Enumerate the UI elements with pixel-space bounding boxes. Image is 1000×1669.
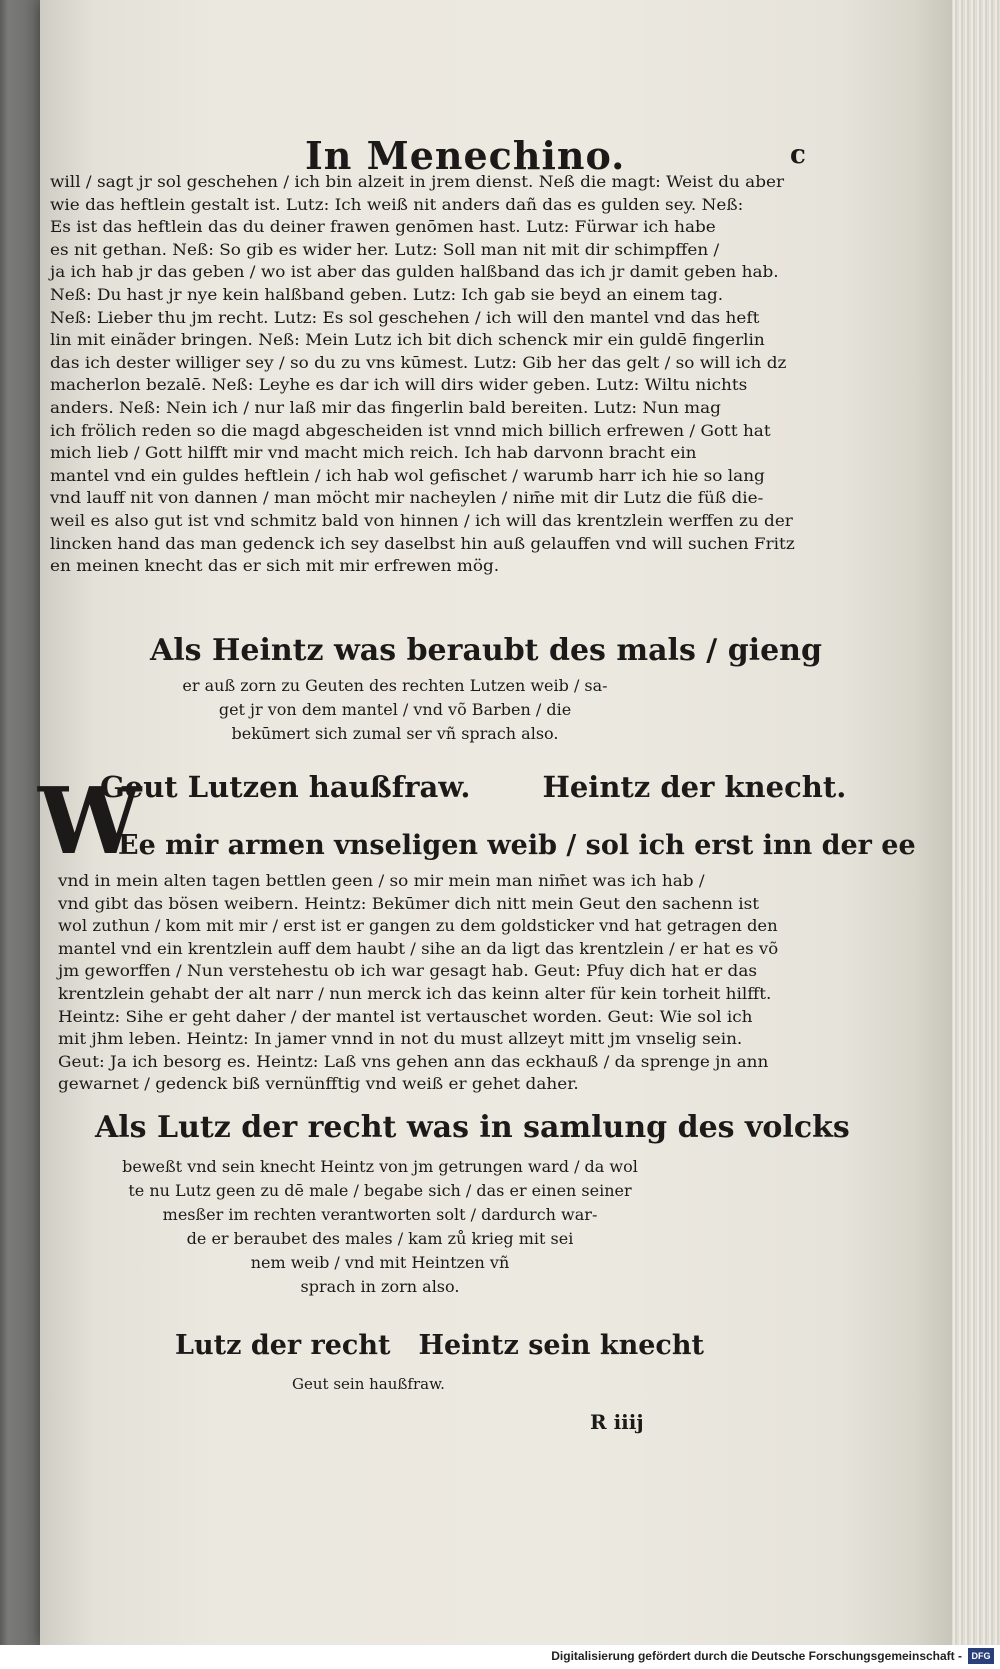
- running-head: In Menechino.: [305, 133, 626, 178]
- drop-capital: W: [38, 767, 142, 875]
- text-line: lin mit einãder bringen. Neß: Mein Lutz ich bit dich schenck mir ein guldē fingerlin: [50, 331, 765, 350]
- section-heading-2: Als Lutz der recht was in samlung des volcks: [95, 1110, 850, 1145]
- section-heading-2-continuation: [100, 1155, 660, 1299]
- paragraph-1: [50, 171, 810, 578]
- text-line: Geut: Ja ich besorg es. Heintz: Laß vns gehen ann das eckhauß / da sprenge jn ann: [58, 1052, 769, 1071]
- catchword-signature: R iiij: [590, 1410, 644, 1434]
- heading-line: nem weib / vnd mit Heintzen vñ: [250, 1253, 510, 1272]
- heading-line: bekūmert sich zumal ser vñ sprach also.: [231, 724, 559, 743]
- text-line: ich frölich reden so die magd abgescheiden ist vnnd mich billich erfrewen / Gott hat: [50, 421, 771, 440]
- speaker-list-2: [175, 1330, 704, 1361]
- text-line: wie das heftlein gestalt ist. Lutz: Ich weiß nit anders dañ das es gulden sey. Neß:: [50, 195, 744, 214]
- speaker-name: Heintz sein knecht: [418, 1330, 704, 1361]
- text-line: Heintz: Sihe er geht daher / der mantel ist vertauschet worden. Geut: Wie sol ich: [58, 1007, 753, 1026]
- text-line: das ich dester williger sey / so du zu vns kūmest. Lutz: Gib her das gelt / so will ich dz: [50, 353, 787, 372]
- text-line: jm geworffen / Nun verstehestu ob ich war gesagt hab. Geut: Pfuy dich hat er das: [58, 962, 758, 981]
- speaker-name-sub: Geut sein haußfraw.: [292, 1375, 445, 1393]
- paragraph-2-first-line: Ee mir armen vnseligen weib / sol ich erst inn der ee: [118, 830, 916, 861]
- text-line: Neß: Lieber thu jm recht. Lutz: Es sol geschehen / ich will den mantel vnd das heft: [50, 308, 760, 327]
- text-line: vnd in mein alten tagen bettlen geen / so mir mein man nim̄et was ich hab /: [58, 872, 705, 890]
- heading-line: te nu Lutz geen zu dē male / begabe sich / das er einen seiner: [128, 1181, 632, 1200]
- text-line: krentzlein gehabt der alt narr / nun merck ich das keinn alter für kein torheit hilfft.: [58, 984, 772, 1003]
- heading-line: get jr von dem mantel / vnd võ Barben / die: [218, 700, 572, 719]
- speaker-list-1: [100, 770, 846, 804]
- dfg-logo: DFG: [968, 1648, 994, 1664]
- heading-line: sprach in zorn also.: [300, 1277, 460, 1296]
- heading-line: er auß zorn zu Geuten des rechten Lutzen weib / sa-: [182, 676, 608, 695]
- footer-bar: [0, 1645, 1000, 1669]
- text-line: will / sagt jr sol geschehen / ich bin alzeit in jrem dienst. Neß die magt: Weist du aber: [50, 173, 785, 191]
- speaker-name: Heintz der knecht.: [542, 770, 847, 804]
- text-line: anders. Neß: Nein ich / nur laß mir das fingerlin bald bereiten. Lutz: Nun mag: [50, 398, 721, 417]
- section-heading-1: Als Heintz was beraubt des mals / gieng: [150, 633, 822, 668]
- text-line: mich lieb / Gott hilfft mir vnd macht mich reich. Ich hab darvonn bracht ein: [50, 444, 697, 463]
- section-heading-1-continuation: [165, 674, 625, 746]
- text-line: en meinen knecht das er sich mit mir erfrewen mög.: [50, 557, 500, 576]
- text-line: lincken hand das man gedenck ich sey daselbst hin auß gelauffen vnd will suchen Fritz: [50, 534, 795, 553]
- speaker-name: Geut Lutzen haußfraw.: [100, 770, 471, 804]
- text-line: Es ist das heftlein das du deiner frawen genōmen hast. Lutz: Fürwar ich habe: [50, 218, 716, 237]
- signature-letter: c: [790, 140, 806, 170]
- text-line: macherlon bezalē. Neß: Leyhe es dar ich will dirs wider geben. Lutz: Wiltu nichts: [50, 376, 748, 395]
- text-line: ja ich hab jr das geben / wo ist aber das gulden halßband das ich jr damit geben hab.: [50, 263, 779, 282]
- text-line: wol zuthun / kom mit mir / erst ist er gangen zu dem goldsticker vnd hat getragen den: [58, 917, 778, 936]
- text-line: mantel vnd ein krentzlein auff dem haubt / sihe an da ligt das krentzlein / er hat es võ: [58, 939, 779, 958]
- text-line: Neß: Du hast jr nye kein halßband geben. Lutz: Ich gab sie beyd an einem tag.: [50, 285, 724, 304]
- text-line: vnd gibt das bösen weibern. Heintz: Bekūmer dich nitt mein Geut den sachenn ist: [58, 894, 760, 913]
- paragraph-2: [58, 870, 778, 1096]
- text-line: es nit gethan. Neß: So gib es wider her. Lutz: Soll man nit mit dir schimpffen /: [50, 240, 720, 259]
- text-line: vnd lauff nit von dannen / man möcht mir nacheylen / nim̄e mit dir Lutz die füß die-: [50, 489, 764, 508]
- text-line: weil es also gut ist vnd schmitz bald von hinnen / ich will das krentzlein werffen zu der: [50, 511, 793, 530]
- text-line: gewarnet / gedenck biß vernünfftig vnd weiß er gehet daher.: [58, 1075, 579, 1094]
- text-line: mit jhm leben. Heintz: In jamer vnnd in not du must allzeyt mitt jm vnselig sein.: [58, 1030, 743, 1049]
- page-edges: [952, 0, 1000, 1645]
- footer-credit: Digitalisierung gefördert durch die Deutsche Forschungsgemeinschaft -: [551, 1649, 962, 1663]
- heading-line: mesßer im rechten verantworten solt / dardurch war-: [162, 1205, 598, 1224]
- text-line: mantel vnd ein guldes heftlein / ich hab wol gefischet / warumb harr ich hie so lang: [50, 466, 765, 485]
- heading-line: beweßt vnd sein knecht Heintz von jm getrungen ward / da wol: [122, 1157, 638, 1176]
- speaker-name: Lutz der recht: [175, 1330, 391, 1361]
- heading-line: de er beraubet des males / kam zů krieg mit sei: [186, 1229, 574, 1248]
